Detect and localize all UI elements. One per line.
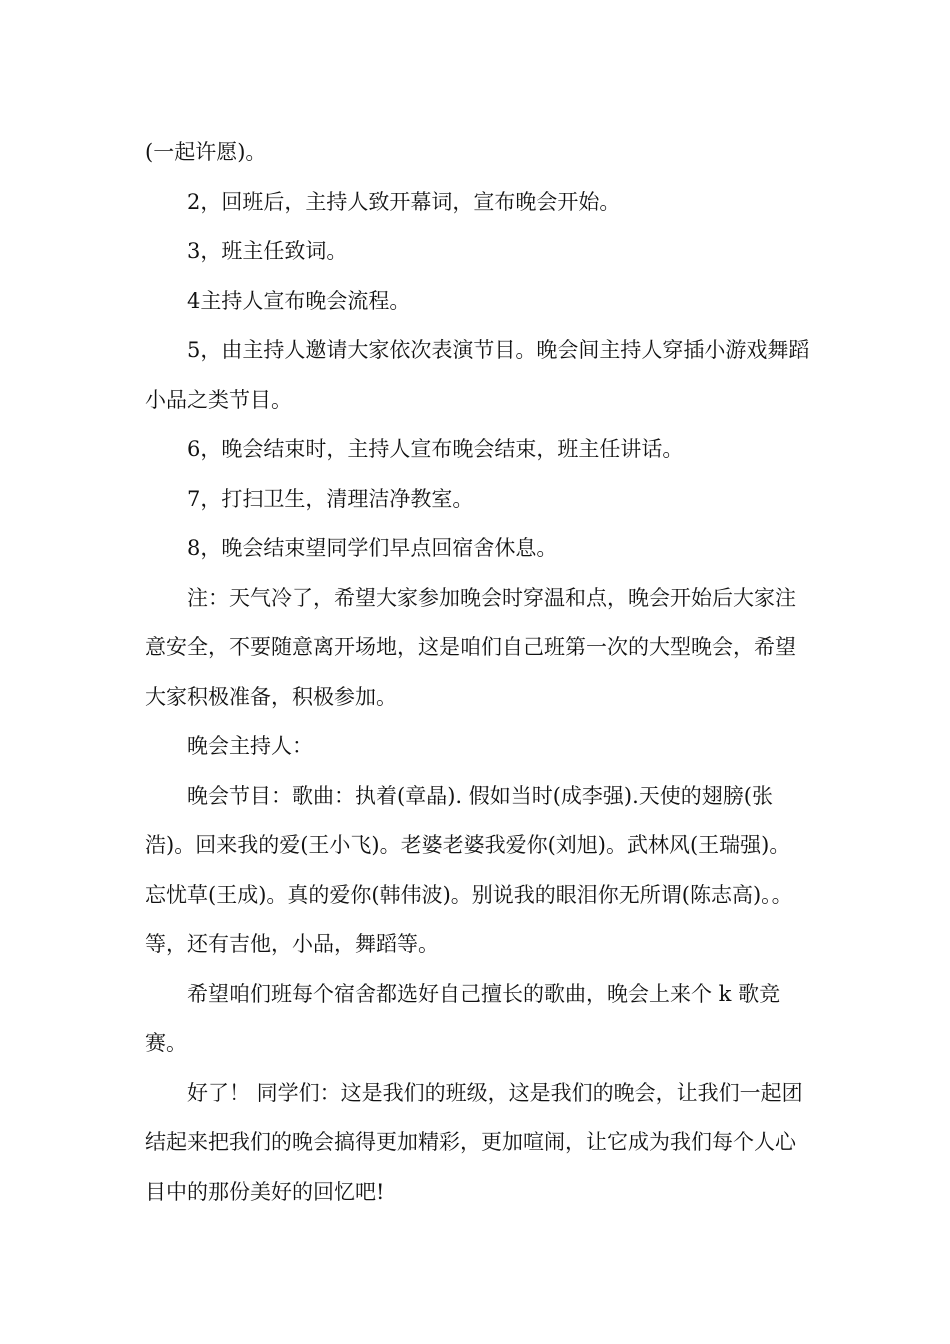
paragraph-4: 4主持人宣布晚会流程。 (187, 288, 411, 313)
paragraph-notice: 注：天气冷了，希望大家参加晚会时穿温和点，晚会开始后大家注意安全，不要随意离开场地，这是咱们自己班第一次的大型晚会，希望大家积极准备，积极参加。 (145, 585, 796, 709)
paragraph-1: (一起许愿)。 (145, 140, 267, 164)
paragraph-karaoke: 希望咱们班每个宿舍都选好自己擅长的歌曲，晚会上来个 k 歌竞赛。 (145, 981, 781, 1055)
paragraph-8: 8，晚会结束望同学们早点回宿舍休息。 (187, 536, 558, 560)
document-body (145, 128, 817, 1217)
paragraph-3: 3，班主任致词。 (187, 239, 348, 263)
paragraph-host: 晚会主持人： (187, 734, 313, 758)
paragraph-closing: 好了！ 同学们：这是我们的班级，这是我们的晚会，让我们一起团结起来把我们的晚会搞得更加精彩，更加喧闹，让它成为我们每个人心目中的那份美好的回忆吧! (145, 1080, 803, 1204)
paragraph-7: 7，打扫卫生，清理洁净教室。 (187, 486, 474, 511)
paragraph-program: 晚会节目：歌曲：执着(章晶). 假如当时(成李强).天使的翅膀(张浩)。回来我的爱(王小飞)。老婆老婆我爱你(刘旭)。武林风(王瑞强)。忘忧草(王成)。真的爱你(韩伟波)。别说我的眼泪你无所谓(陈志高)。。等，还有吉他，小品，舞蹈等。 (145, 783, 793, 956)
paragraph-2: 2，回班后，主持人致开幕词，宣布晚会开始。 (187, 189, 621, 214)
paragraph-6: 6，晚会结束时，主持人宣布晚会结束，班主任讲话。 (187, 437, 684, 461)
paragraph-5: 5，由主持人邀请大家依次表演节目。晚会间主持人穿插小游戏舞蹈 小品之类节目。 (145, 338, 817, 412)
